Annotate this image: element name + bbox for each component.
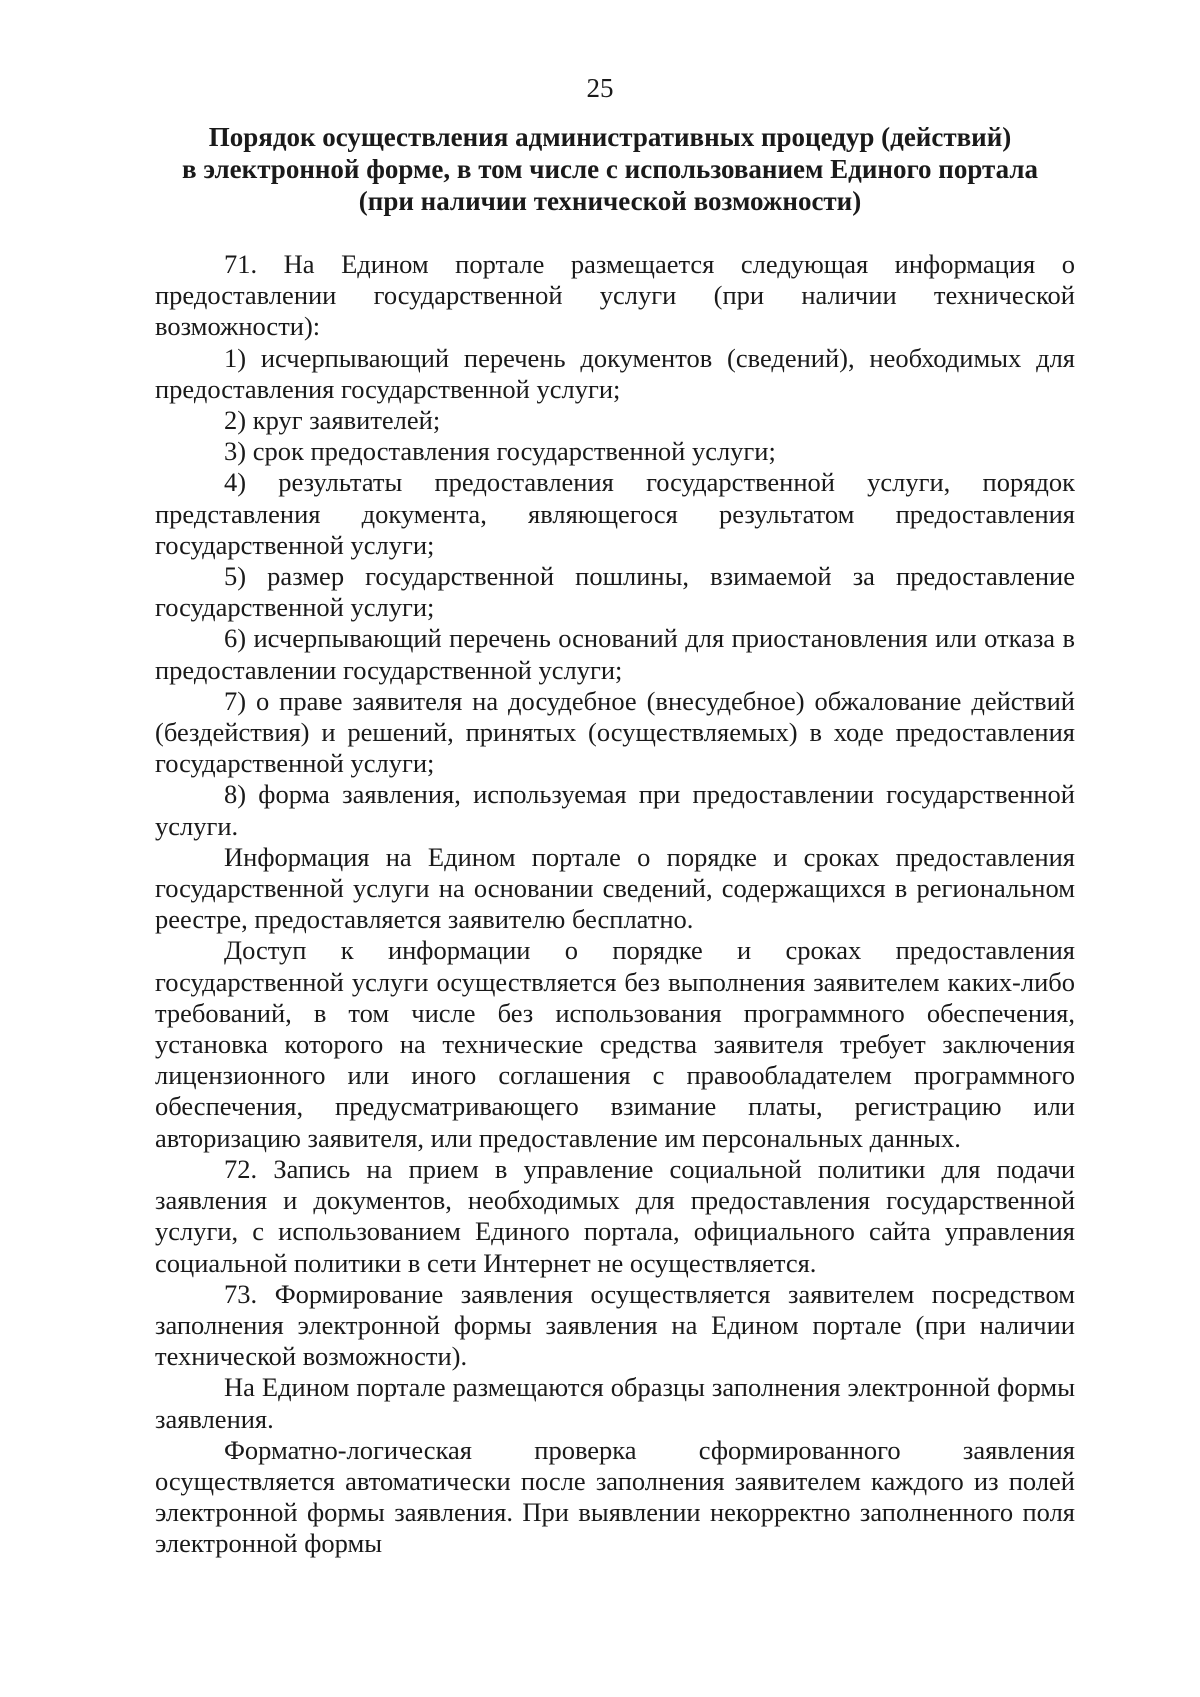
list-item-7: 7) о праве заявителя на досудебное (внесудебное) обжалование действий (бездействия) и решений, принятых (осуществляемых) в ходе предоставления государственной услуги; (155, 685, 1075, 779)
paragraph-info-free: Информация на Едином портале о порядке и сроках предоставления государственной услуги на основании сведений, содержащихся в региональном реестре, предоставляется заявителю бесплатно. (155, 841, 1075, 935)
paragraph-access: Доступ к информации о порядке и сроках предоставления государственной услуги осуществляется без выполнения заявителем каких-либо требований, в том числе без использования программного обеспечения, установка которого на технические средства заявителя требует заключения лицензионного или иного соглашения с правообладателем программного обеспечения, предусматривающего взимание платы, регистрацию или авторизацию заявителя, или предоставление им персональных данных. (155, 935, 1075, 1153)
paragraph-format-check: Форматно-логическая проверка сформированного заявления осуществляется автоматически после заполнения заявителем каждого из полей электронной формы заявления. При выявлении некорректно заполненного поля электронной формы (155, 1434, 1075, 1559)
heading-line: (при наличии технической возможности) (358, 186, 862, 216)
page-number: 25 (586, 73, 614, 103)
paragraph-72: 72. Запись на прием в управление социальной политики для подачи заявления и документов, необходимых для предоставления государственной услуги, с использованием Единого портала, официального сайта управления социальной политики в сети Интернет не осуществляется. (155, 1153, 1075, 1278)
list-item-6: 6) исчерпывающий перечень оснований для приостановления или отказа в предоставлении государственной услуги; (155, 623, 1075, 685)
list-item-5: 5) размер государственной пошлины, взимаемой за предоставление государственной услуги; (155, 561, 1075, 623)
list-item-1: 1) исчерпывающий перечень документов (сведений), необходимых для предоставления государственной услуги; (155, 342, 1075, 404)
list-item-8: 8) форма заявления, используемая при предоставлении государственной услуги. (155, 779, 1075, 841)
list-item-4: 4) результаты предоставления государственной услуги, порядок представления документа, являющегося результатом предоставления государственной услуги; (155, 467, 1075, 560)
section-heading (150, 121, 1070, 217)
document-body (155, 249, 1075, 1560)
heading-line: в электронной форме, в том числе с использованием Единого портала (182, 154, 1038, 184)
paragraph-samples: На Едином портале размещаются образцы заполнения электронной формы заявления. (155, 1372, 1075, 1434)
list-item-2: 2) круг заявителей; (224, 405, 441, 436)
paragraph-73: 73. Формирование заявления осуществляется заявителем посредством заполнения электронной формы заявления на Едином портале (при наличии технической возможности). (155, 1278, 1075, 1372)
paragraph-71: 71. На Едином портале размещается следующая информация о предоставлении государственной услуги (при наличии технической возможности): (155, 249, 1075, 342)
heading-line: Порядок осуществления административных процедур (действий) (208, 122, 1012, 152)
list-item-3: 3) срок предоставления государственной услуги; (224, 436, 776, 467)
